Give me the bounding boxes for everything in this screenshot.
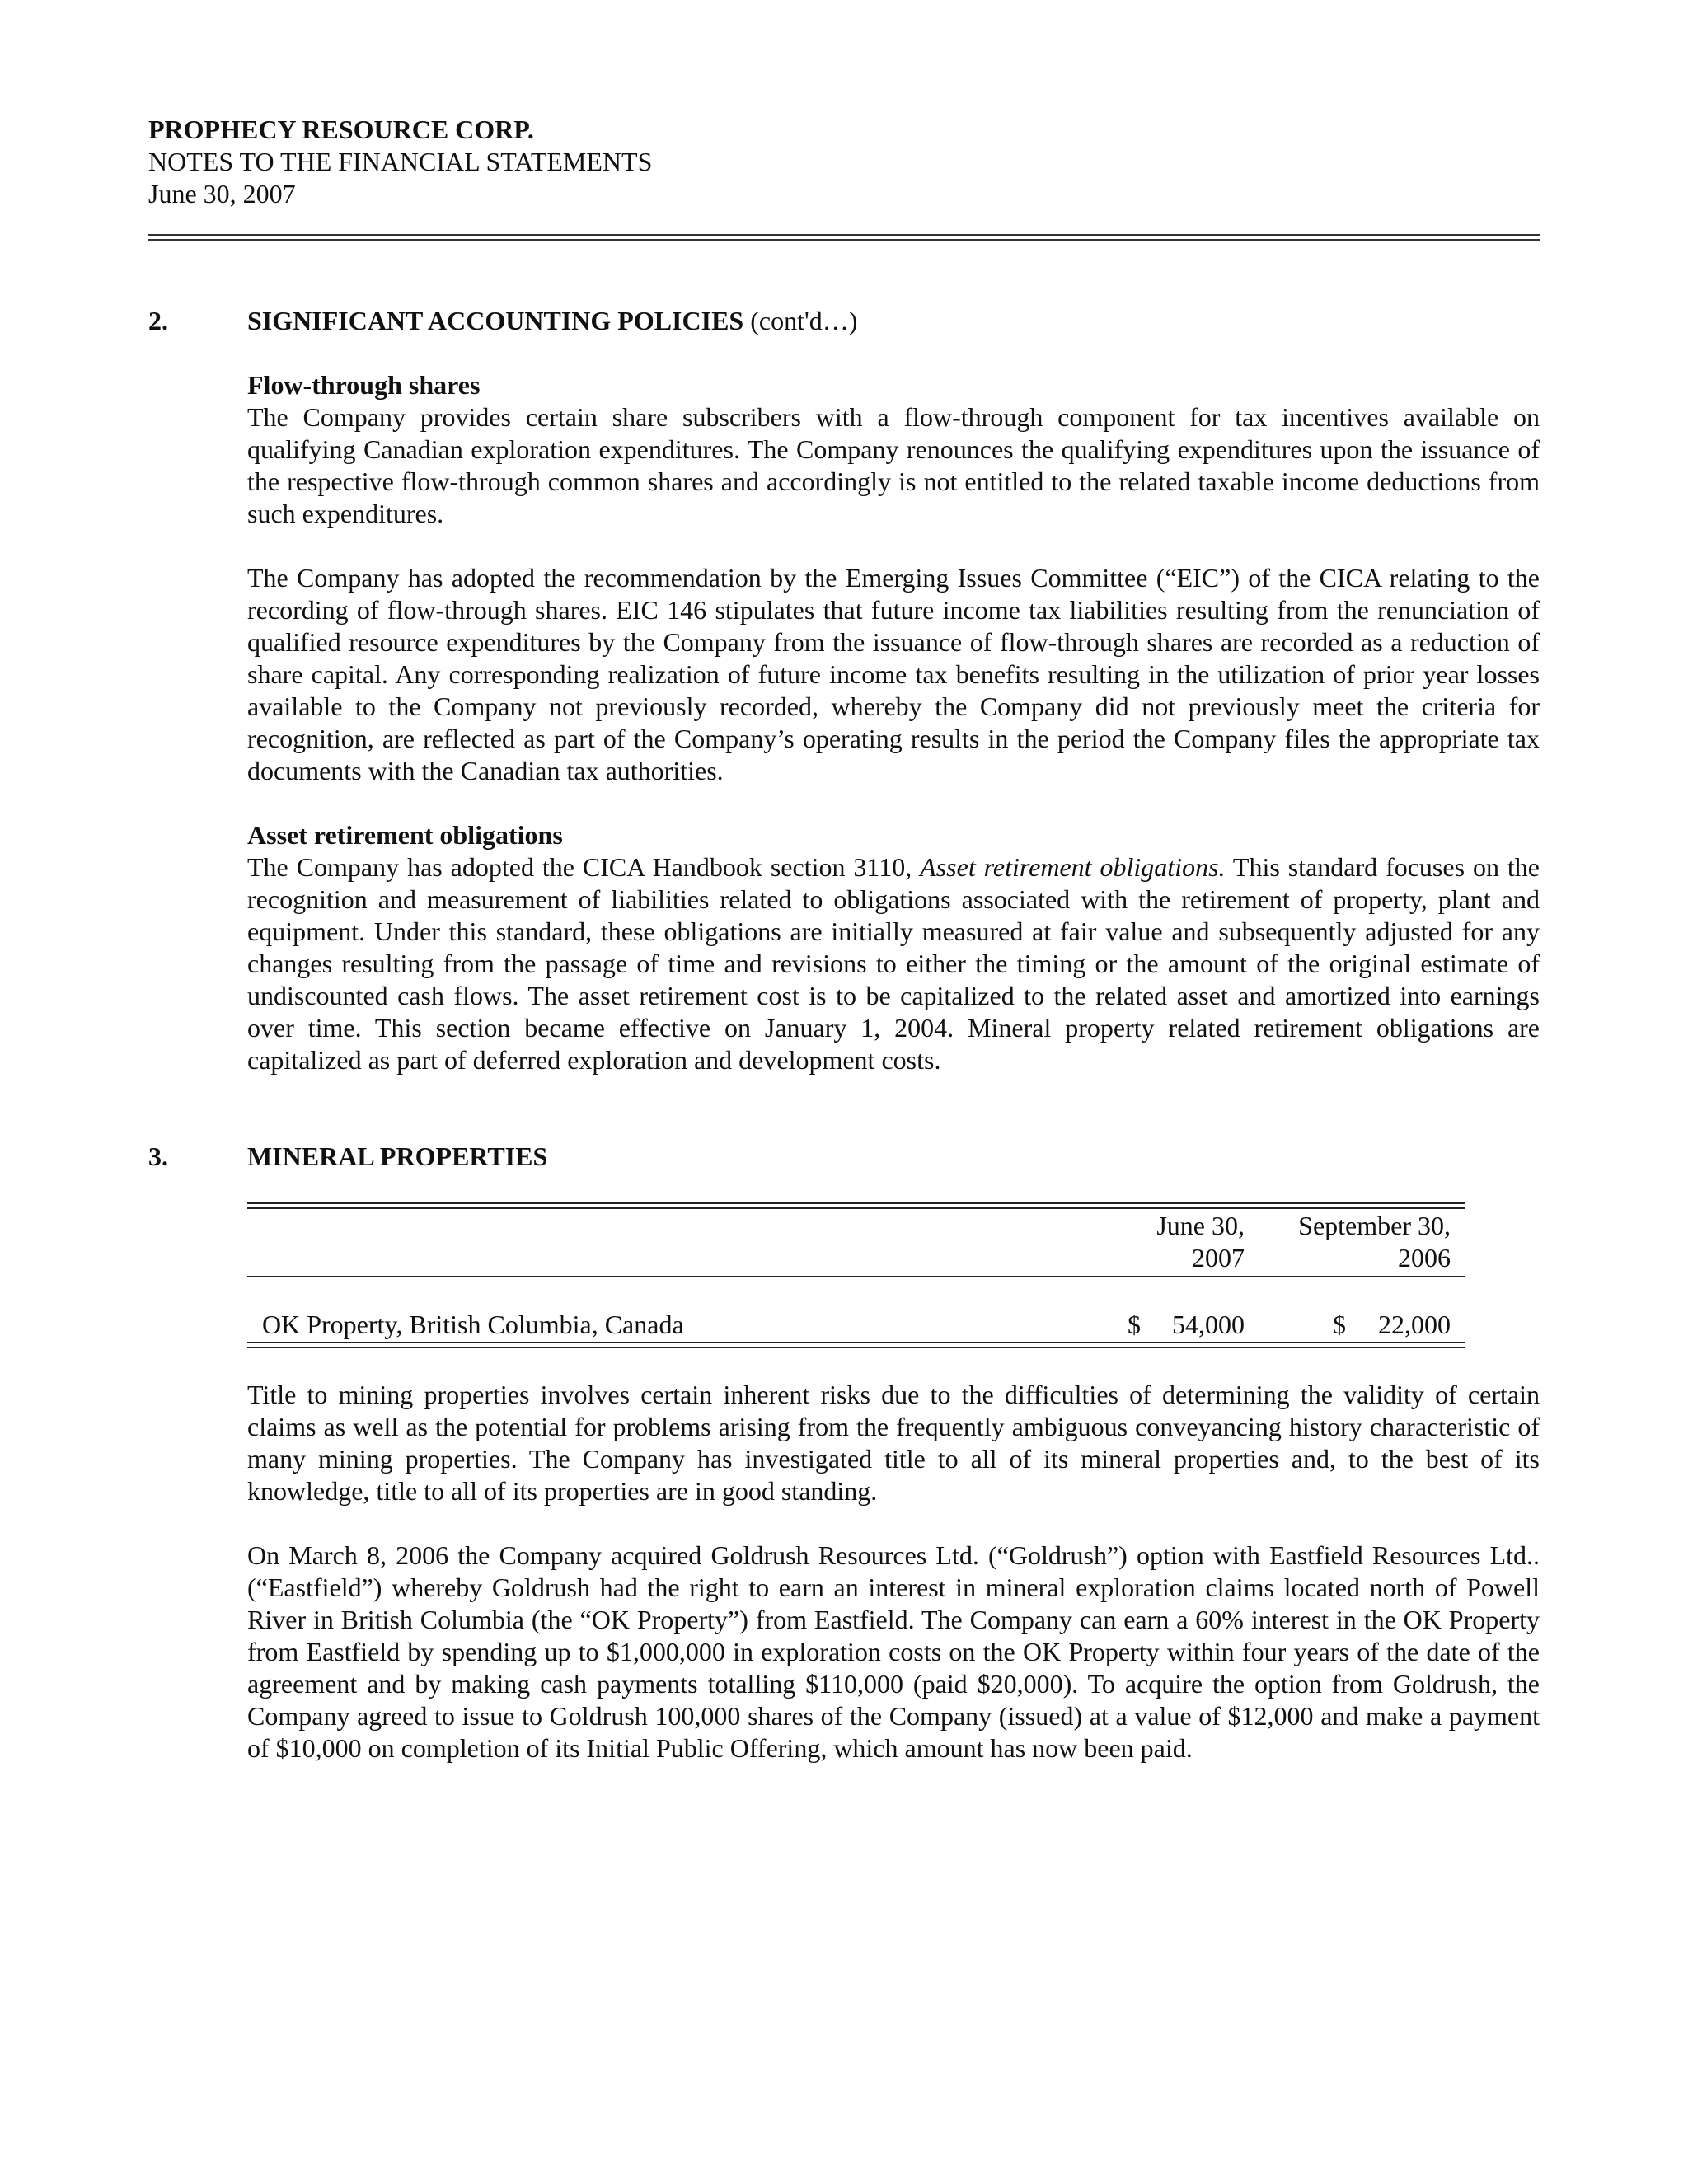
row-label: OK Property, British Columbia, Canada — [262, 1310, 684, 1339]
flow-through-paragraph-2: The Company has adopted the recommendation by the Emerging Issues Committee (“EIC”) of the CICA relating to the recording of flow-through shares. EIC 146 stipulates that future income tax liabilities resulting from the renunciation of qualified resource expenditures by the Company from the issuance of flow-through shares are recorded as a reduction of share capital. Any corresponding realization of future income tax benefits resulting in the utilization of prior year losses available to the Company not previously recorded, whereby the Company did not previously meet the criteria for recognition, are reflected as part of the Company’s operating results in the period the Company files the appropriate tax documents with the Canadian tax authorities. — [247, 563, 1540, 785]
table-top-rule-2 — [247, 1207, 1465, 1209]
column-header-june-line1: June 30, — [1156, 1211, 1245, 1240]
table-bottom-rule-1 — [247, 1342, 1465, 1343]
section-3-number: 3. — [148, 1141, 168, 1171]
company-name: PROPHECY RESOURCE CORP. — [148, 115, 534, 144]
row-value-september: 22,000 — [1378, 1310, 1451, 1339]
document-date: June 30, 2007 — [148, 179, 296, 209]
flow-through-heading: Flow-through shares — [247, 370, 481, 400]
row-value-june: 54,000 — [1172, 1310, 1245, 1339]
section-2-title-text: SIGNIFICANT ACCOUNTING POLICIES — [247, 306, 744, 335]
aro-text-end: This standard focuses on the recognition and measurement of liabilities related to obligations associated with the retirement of property, plant and equipment. Under this standard, these obligations are initially measured at fair value and subsequently adjusted for any changes resulting from the passage of time and revisions to either the timing or the amount of the original estimate of undiscounted cash flows. The asset retirement cost is to be capitalized to the related asset and amortized into earnings over time. This section became effective on January 1, 2004. Mineral property related retirement obligations are capitalized as part of deferred exploration and development costs. — [247, 852, 1540, 1075]
aro-heading: Asset retirement obligations — [247, 820, 563, 850]
row-currency-september: $ — [1333, 1310, 1346, 1339]
column-header-september-line1: September 30, — [1298, 1211, 1451, 1240]
section-2-title-suffix: (cont'd…) — [743, 306, 858, 335]
document-subtitle: NOTES TO THE FINANCIAL STATEMENTS — [148, 147, 653, 176]
section-2-title — [247, 305, 857, 337]
column-header-september-line2: 2006 — [1398, 1243, 1451, 1272]
flow-through-paragraph-1: The Company provides certain share subscribers with a flow-through component for tax incentives available on qualifying Canadian exploration expenditures. The Company renounces the qualifying expenditures upon the issuance of the respective flow-through common shares and accordingly is not entitled to the related taxable income deductions from such expenditures. — [247, 402, 1540, 528]
column-header-june-line2: 2007 — [1192, 1243, 1245, 1272]
section-2-number: 2. — [148, 306, 168, 335]
mineral-title-paragraph: Title to mining properties involves certain inherent risks due to the difficulties of determining the validity of certain claims as well as the potential for problems arising from the frequently ambiguous conveyancing history characteristic of many mining properties. The Company has investigated title to all of its mineral properties and, to the best of its knowledge, title to all of its properties are in good standing. — [247, 1380, 1540, 1506]
table-header-rule — [247, 1276, 1465, 1277]
section-3-title: MINERAL PROPERTIES — [247, 1141, 548, 1171]
row-currency-june: $ — [1128, 1310, 1141, 1339]
table-top-rule-1 — [247, 1202, 1465, 1204]
aro-text-start: The Company has adopted the CICA Handbook section 3110, — [247, 852, 921, 882]
aro-standard-title: Asset retirement obligations. — [920, 852, 1226, 882]
header-divider-1 — [148, 234, 1540, 236]
table-bottom-rule-2 — [247, 1347, 1465, 1348]
ok-property-paragraph: On March 8, 2006 the Company acquired Goldrush Resources Ltd. (“Goldrush”) option with Eastfield Resources Ltd.. (“Eastfield”) whereby Goldrush had the right to earn an interest in mineral exploration claims located north of Powell River in British Columbia (the “OK Property”) from Eastfield. The Company can earn a 60% interest in the OK Property from Eastfield by spending up to $1,000,000 in exploration costs on the OK Property within four years of the date of the agreement and by making cash payments totalling $110,000 (paid $20,000). To acquire the option from Goldrush, the Company agreed to issue to Goldrush 100,000 shares of the Company (issued) at a value of $12,000 and make a payment of $10,000 on completion of its Initial Public Offering, which amount has now been paid. — [247, 1540, 1540, 1763]
header-divider-2 — [148, 239, 1540, 241]
aro-paragraph — [247, 851, 1540, 1076]
